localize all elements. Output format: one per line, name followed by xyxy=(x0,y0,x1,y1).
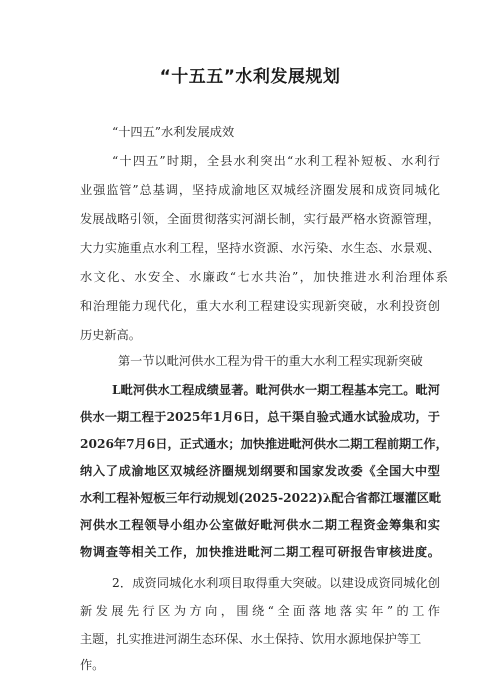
paragraph-line: 作。 xyxy=(80,658,105,672)
paragraph-line: 纳入了成渝地区双城经济圈规划纲要和国家发改委《全国大中型 xyxy=(80,464,440,478)
paragraph-line: 历史新高。 xyxy=(80,328,141,342)
paragraph-line: “十四五”时期，全县水利突出“水利工程补短板、水利行 xyxy=(112,154,440,168)
paragraph-line: 水文化、水安全、水廉政“七水共治”，加快推进水利治理体系 xyxy=(80,270,448,284)
paragraph-line: 供水一期工程于2025年1月6日，总干渠自验式通水试验成功，于 xyxy=(80,410,440,424)
document-title: “十五五”水利发展规划 xyxy=(159,67,341,87)
paragraph-line: 业强监管”总基调，坚持成渝地区双城经济圈发展和成资同城化 xyxy=(80,183,440,197)
section-heading: “十四五”水利发展成效 xyxy=(112,125,235,139)
paragraph-line: 新发展先行区为方向，围绕“全面落地落实年”的工作 xyxy=(80,604,440,618)
paragraph-line: 发展战略引领，全面贯彻落实河湖长制，实行最严格水资源管理， xyxy=(80,212,440,226)
paragraph-line: 大力实施重点水利工程，坚持水资源、水污染、水生态、水景观、 xyxy=(80,241,440,255)
paragraph-line: 和治理能力现代化，重大水利工程建设实现新突破，水利投资创 xyxy=(80,299,440,313)
paragraph-line: 2026年7月6日，正式通水；加快推进毗河供水二期工程前期工作， xyxy=(80,437,448,451)
paragraph-line: L毗河供水工程成绩显著。毗河供水一期工程基本完工。毗河 xyxy=(112,383,440,397)
paragraph-line: 2．成资同城化水利项目取得重大突破。以建设成资同城化创 xyxy=(112,576,440,590)
paragraph-line: 河供水工程领导小组办公室做好毗河供水二期工程资金筹集和实 xyxy=(80,518,440,532)
paragraph-line: 主题，扎实推进河湖生态环保、水土保持、饮用水源地保护等工 xyxy=(80,632,422,646)
paragraph-line: 水利工程补短板三年行动规划(2025-2022)λ配合省都江堰灌区毗 xyxy=(80,491,442,505)
paragraph-line: 物调查等相关工作，加快推进毗河二期工程可研报告审核进度。 xyxy=(80,545,440,559)
subsection-heading: 第一节以毗河供水工程为骨干的重大水利工程实现新突破 xyxy=(118,354,423,368)
